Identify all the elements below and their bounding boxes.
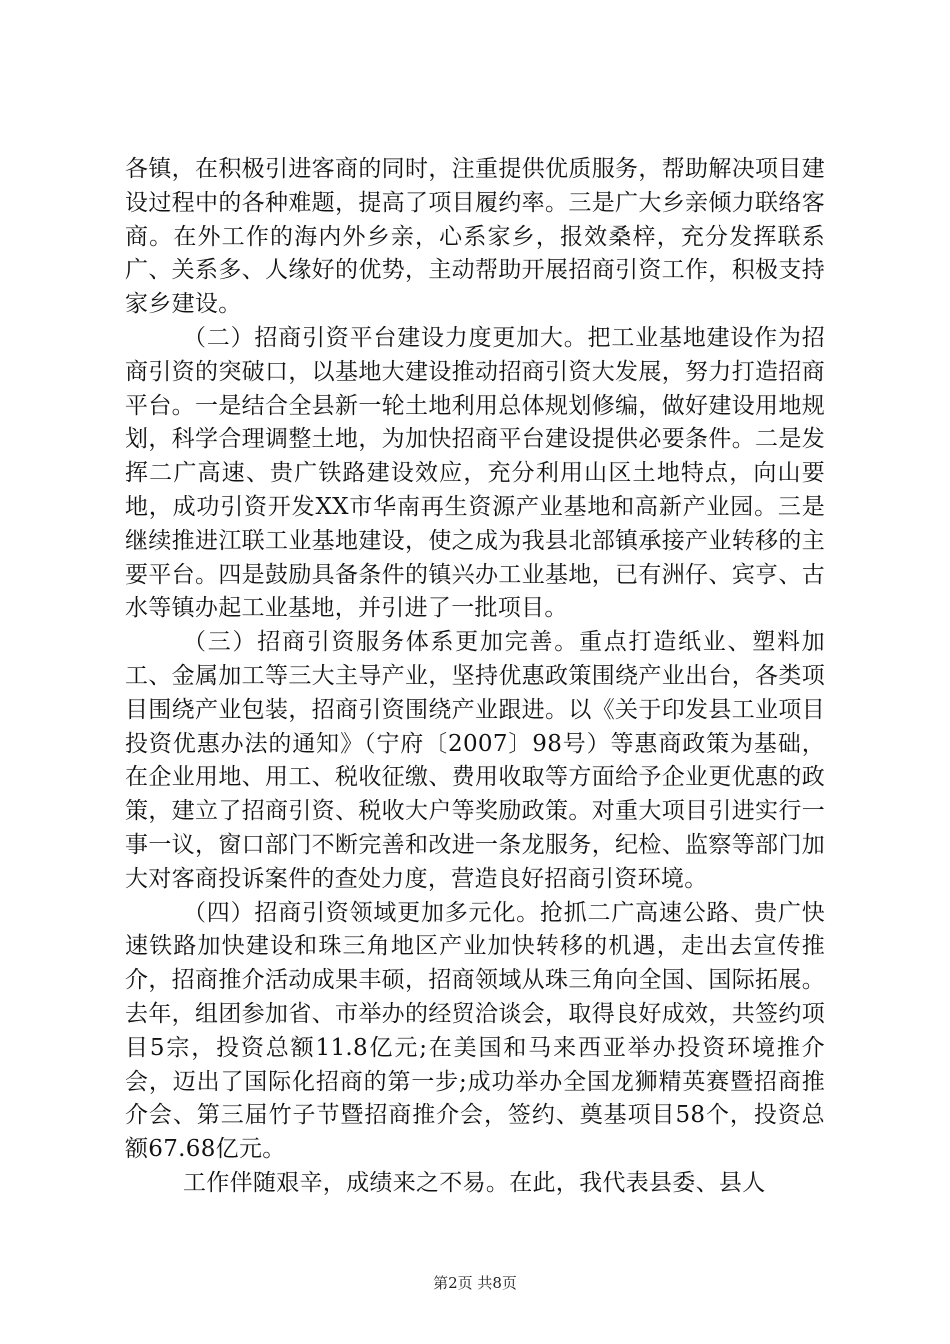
paragraph-diversified-fields: （四）招商引资领域更加多元化。抢抓二广高速公路、贵广快速铁路加快建设和珠三角地区产业加快转移的机遇，走出去宣传推介，招商推介活动成果丰硕，招商领域从珠三角向全国、国际拓展。去年，组团参加省、市举办的经贸洽谈会，取得良好成效，共签约项目5宗，投资总额11.8亿元;在美国和马来西亚举办投资环境推介会，迈出了国际化招商的第一步;成功举办全国龙狮精英赛暨招商推介会、第三届竹子节暨招商推介会，签约、奠基项目58个，投资总额67.68亿元。 [125,899,825,1163]
paragraph-service-system: （三）招商引资服务体系更加完善。重点打造纸业、塑料加工、金属加工等三大主导产业，坚持优惠政策围绕产业出台，各类项目围绕产业包装，招商引资围绕产业跟进。以《关于印发县工业项目投资优惠办法的通知》（宁府〔2007〕98号）等惠商政策为基础，在企业用地、用工、税收征缴、费用收取等方面给予企业更优惠的政策，建立了招商引资、税收大户等奖励政策。对重大项目引进实行一事一议，窗口部门不断完善和改进一条龙服务，纪检、监察等部门加大对客商投诉案件的查处力度，营造良好招商引资环境。 [125,629,825,892]
paragraph-closing: 工作伴随艰辛，成绩来之不易。在此，我代表县委、县人 [183,1169,766,1196]
document-body [125,153,825,1201]
paragraph-continuation: 各镇，在积极引进客商的同时，注重提供优质服务，帮助解决项目建设过程中的各种难题，提高了项目履约率。三是广大乡亲倾力联络客商。在外工作的海内外乡亲，心系家乡，报效桑梓，充分发挥联系广、关系多、人缘好的优势，主动帮助开展招商引资工作，积极支持家乡建设。 [125,156,825,318]
page-number-footer: 第2页 共8页 [433,1274,517,1292]
paragraph-platform-construction: （二）招商引资平台建设力度更加大。把工业基地建设作为招商引资的突破口，以基地大建设推动招商引资大发展，努力打造招商平台。一是结合全县新一轮土地利用总体规划修编，做好建设用地规划，科学合理调整土地，为加快招商平台建设提供必要条件。二是发挥二广高速、贵广铁路建设效应，充分利用山区土地特点，向山要地，成功引资开发XX市华南再生资源产业基地和高新产业园。三是继续推进江联工业基地建设，使之成为我县北部镇承接产业转移的主要平台。四是鼓励具备条件的镇兴办工业基地，已有洲仔、宾亨、古水等镇办起工业基地，并引进了一批项目。 [125,324,825,622]
